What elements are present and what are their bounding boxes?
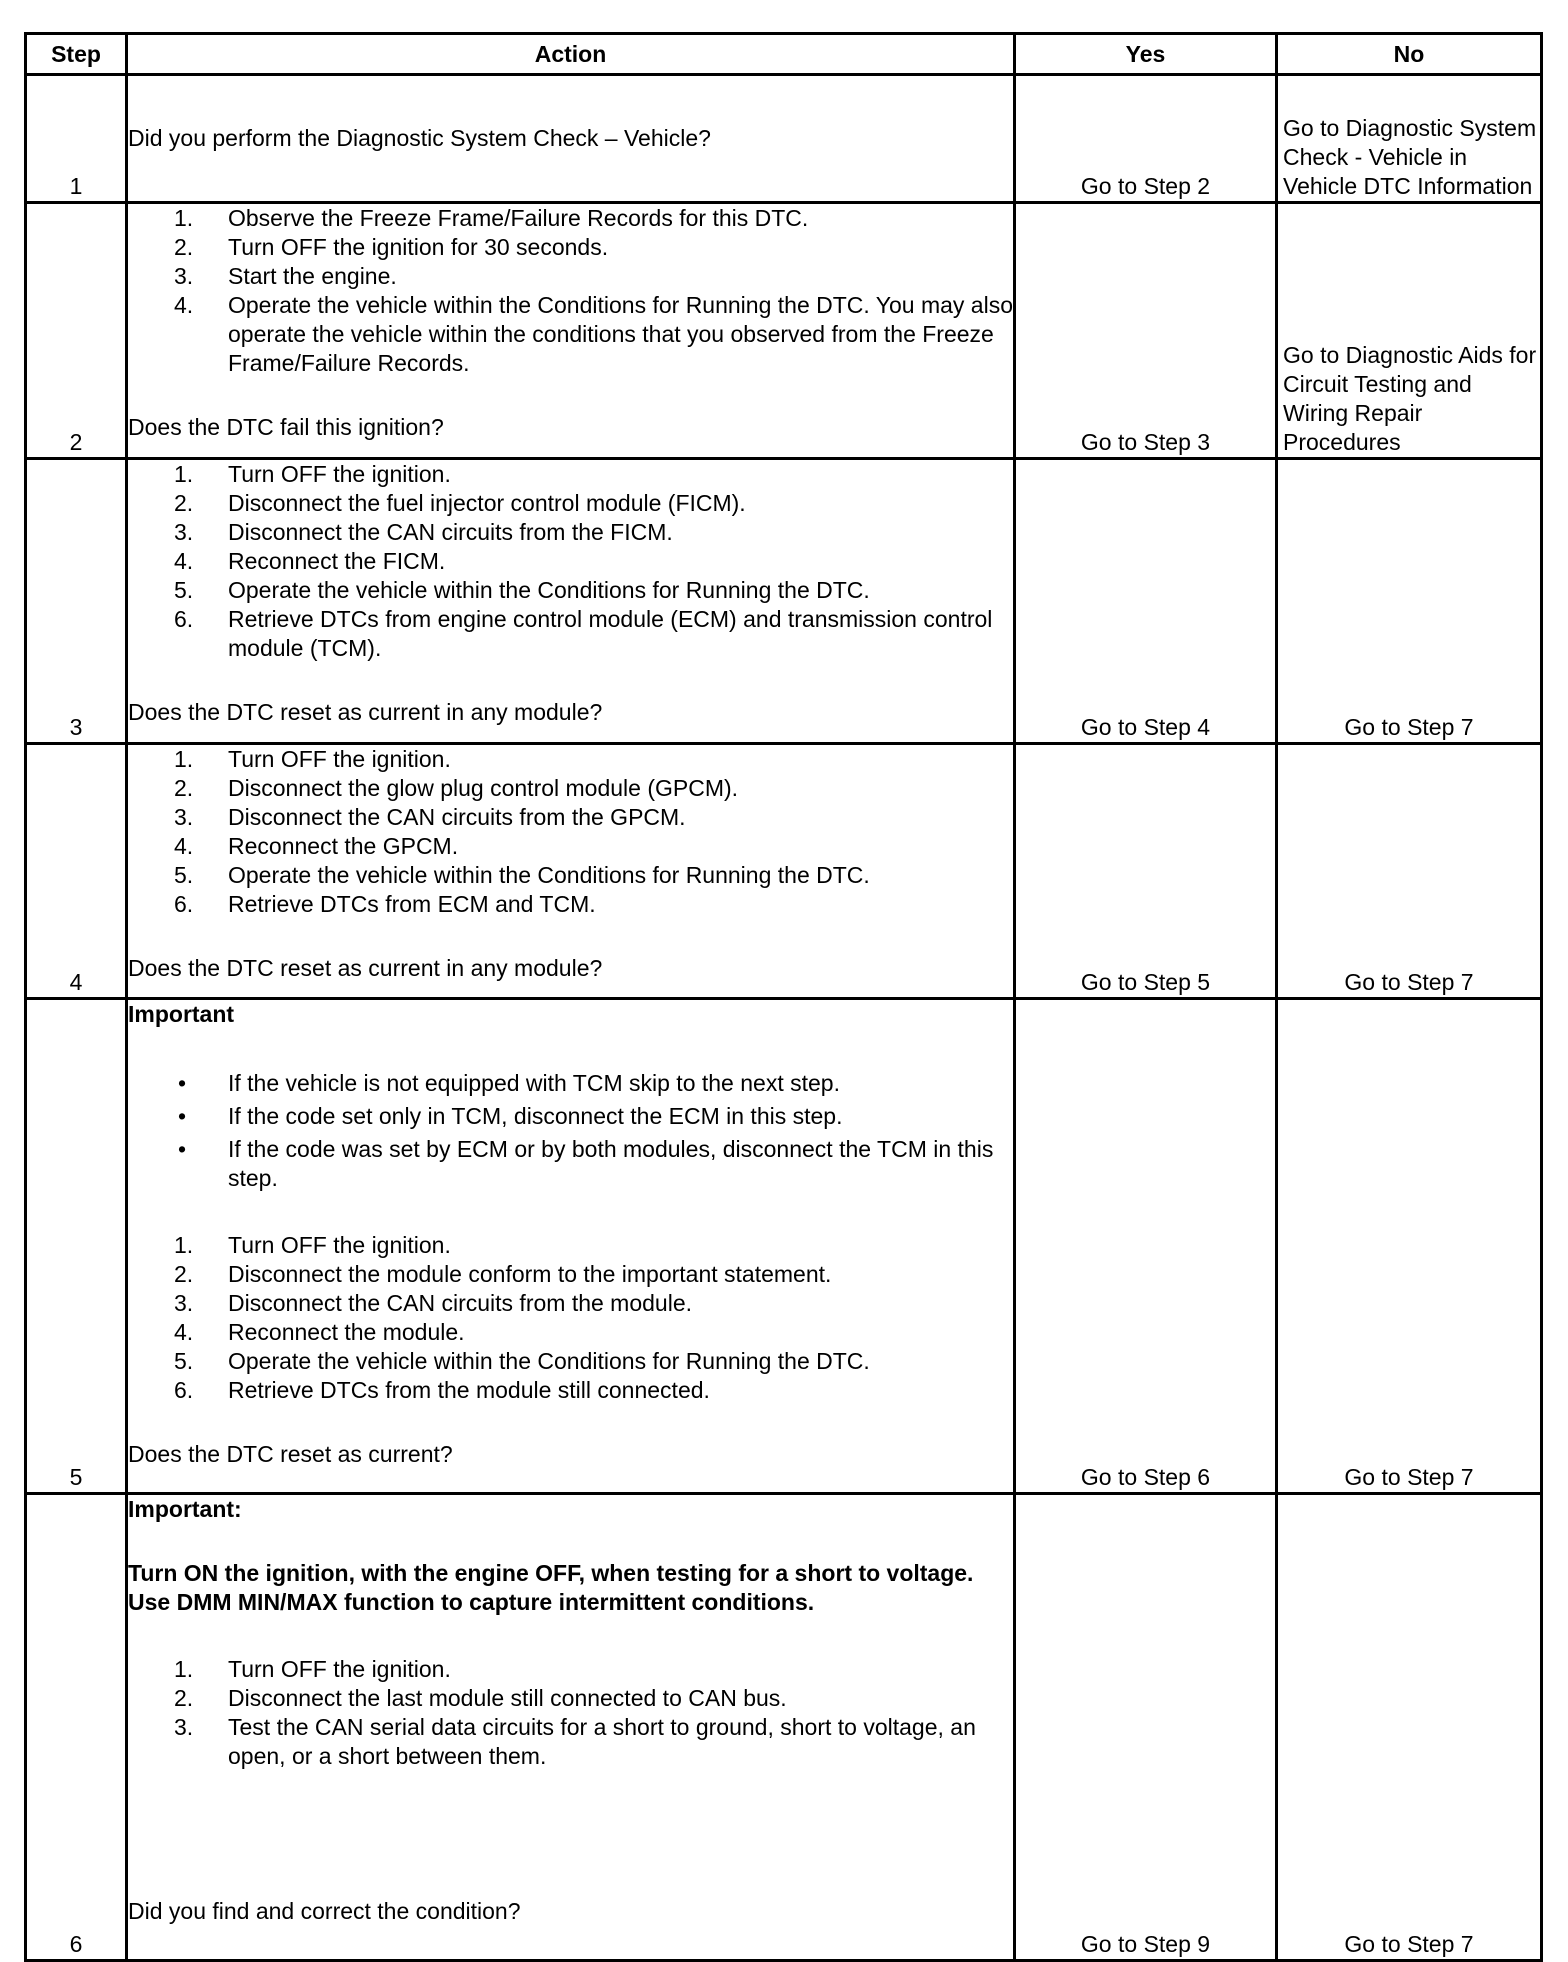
table-row — [26, 999, 1542, 1494]
list-item: 2. Disconnect the last module still connected to CAN bus. — [174, 1685, 787, 1711]
list-item: 4. Operate the vehicle within the Conditions for Running the DTC. You may also operate the vehicle within the conditions that you observed from the Freeze Frame/Failure Records. — [174, 292, 1013, 376]
important-bullets — [128, 1069, 1013, 1193]
list-item: 6. Retrieve DTCs from ECM and TCM. — [174, 891, 596, 917]
procedure-list — [128, 745, 1013, 919]
step-number: 3 — [26, 459, 127, 744]
yes-cell: Go to Step 9 — [1015, 1494, 1277, 1961]
procedure-list — [128, 1655, 1013, 1771]
table-row — [26, 459, 1542, 744]
no-cell: Go to Step 7 — [1277, 744, 1542, 999]
list-item: 4. Reconnect the GPCM. — [174, 833, 459, 859]
step-number: 6 — [26, 1494, 127, 1961]
step-number: 1 — [26, 75, 127, 203]
no-cell: Go to Step 7 — [1277, 1494, 1542, 1961]
header-step: Step — [26, 34, 127, 75]
important-label: Important — [128, 1001, 235, 1027]
action-cell — [127, 75, 1015, 203]
list-item: 1. Observe the Freeze Frame/Failure Records for this DTC. — [174, 205, 809, 231]
no-cell: Go to Diagnostic System Check - Vehicle in Vehicle DTC Information — [1277, 75, 1542, 203]
list-item: 3. Start the engine. — [174, 263, 397, 289]
no-cell: Go to Step 7 — [1277, 459, 1542, 744]
step-question: Does the DTC reset as current in any module? — [128, 699, 603, 725]
list-item: 5. Operate the vehicle within the Conditions for Running the DTC. — [174, 577, 870, 603]
action-cell — [127, 459, 1015, 744]
list-item: 1. Turn OFF the ignition. — [174, 461, 451, 487]
procedure-list — [128, 460, 1013, 663]
list-item: 3. Test the CAN serial data circuits for a short to ground, short to voltage, an open, or a short between them. — [174, 1714, 976, 1769]
table-header-row — [26, 34, 1542, 75]
list-item: 5. Operate the vehicle within the Conditions for Running the DTC. — [174, 862, 870, 888]
list-item: 2. Disconnect the fuel injector control module (FICM). — [174, 490, 746, 516]
header-yes: Yes — [1015, 34, 1277, 75]
step-question: Does the DTC reset as current in any module? — [128, 955, 603, 981]
header-action: Action — [127, 34, 1015, 75]
table-row — [26, 203, 1542, 459]
list-item: • If the vehicle is not equipped with TCM skip to the next step. — [178, 1070, 840, 1096]
list-item: 1. Turn OFF the ignition. — [174, 1232, 451, 1258]
list-item: 4. Reconnect the module. — [174, 1319, 465, 1345]
step-number: 4 — [26, 744, 127, 999]
list-item: • If the code set only in TCM, disconnect the ECM in this step. — [178, 1103, 843, 1129]
action-cell — [127, 744, 1015, 999]
list-item: 2. Turn OFF the ignition for 30 seconds. — [174, 234, 609, 260]
list-item: 2. Disconnect the glow plug control module (GPCM). — [174, 775, 739, 801]
list-item: 6. Retrieve DTCs from the module still connected. — [174, 1377, 710, 1403]
list-item: 6. Retrieve DTCs from engine control module (ECM) and transmission control module (TCM). — [174, 606, 993, 661]
list-item: 3. Disconnect the CAN circuits from the GPCM. — [174, 804, 686, 830]
no-cell: Go to Step 7 — [1277, 999, 1542, 1494]
procedure-list — [128, 204, 1013, 378]
step-question: Did you perform the Diagnostic System Check – Vehicle? — [128, 125, 711, 151]
table-row — [26, 1494, 1542, 1961]
yes-cell: Go to Step 3 — [1015, 203, 1277, 459]
table-row — [26, 75, 1542, 203]
important-text: Turn ON the ignition, with the engine OFF, when testing for a short to voltage. Use DMM MIN/MAX function to capture intermittent conditions. — [128, 1560, 974, 1615]
list-item: 3. Disconnect the CAN circuits from the FICM. — [174, 519, 673, 545]
header-no: No — [1277, 34, 1542, 75]
list-item: 5. Operate the vehicle within the Conditions for Running the DTC. — [174, 1348, 870, 1374]
list-item: 1. Turn OFF the ignition. — [174, 1656, 451, 1682]
list-item: 1. Turn OFF the ignition. — [174, 746, 451, 772]
table-row — [26, 744, 1542, 999]
list-item: 3. Disconnect the CAN circuits from the module. — [174, 1290, 693, 1316]
no-cell: Go to Diagnostic Aids for Circuit Testing and Wiring Repair Procedures — [1277, 203, 1542, 459]
yes-cell: Go to Step 6 — [1015, 999, 1277, 1494]
step-question: Does the DTC fail this ignition? — [128, 414, 444, 440]
step-question: Does the DTC reset as current? — [128, 1441, 453, 1467]
yes-cell: Go to Step 4 — [1015, 459, 1277, 744]
diagnostic-table — [24, 32, 1543, 1962]
yes-cell: Go to Step 5 — [1015, 744, 1277, 999]
action-cell — [127, 999, 1015, 1494]
procedure-list — [128, 1231, 1013, 1405]
step-question: Did you find and correct the condition? — [128, 1898, 521, 1924]
yes-cell: Go to Step 2 — [1015, 75, 1277, 203]
action-cell — [127, 1494, 1015, 1961]
list-item: • If the code was set by ECM or by both modules, disconnect the TCM in this step. — [178, 1136, 994, 1191]
list-item: 4. Reconnect the FICM. — [174, 548, 446, 574]
step-number: 2 — [26, 203, 127, 459]
list-item: 2. Disconnect the module conform to the important statement. — [174, 1261, 832, 1287]
action-cell — [127, 203, 1015, 459]
step-number: 5 — [26, 999, 127, 1494]
important-label: Important: — [128, 1496, 242, 1522]
